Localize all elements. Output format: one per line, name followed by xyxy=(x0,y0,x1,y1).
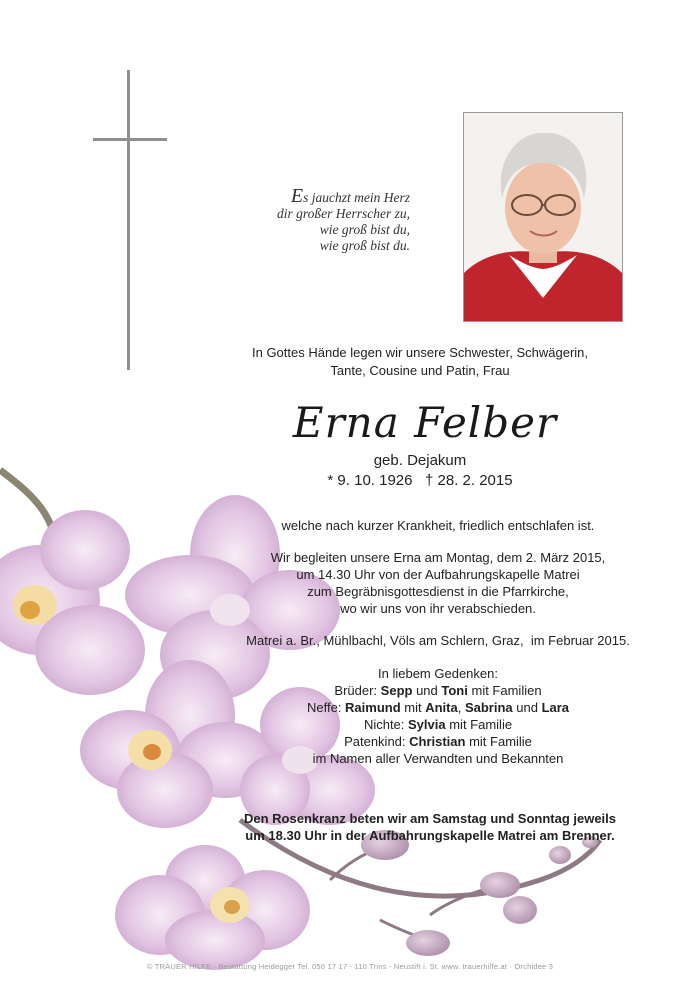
godchild-prefix: Patenkind: xyxy=(344,734,410,749)
brother-name: Toni xyxy=(441,683,468,698)
funeral-line: wo wir uns von ihr verabschieden. xyxy=(340,601,536,616)
death-note-line: welche nach kurzer Krankheit, friedlich entschlafen ist. xyxy=(281,518,595,533)
nephew-conj: mit xyxy=(400,700,426,715)
funeral-line: um 14.30 Uhr von der Aufbahrungskapelle Matrei xyxy=(296,567,580,582)
funeral-info xyxy=(218,549,658,617)
cross-icon xyxy=(127,70,130,370)
portrait-icon xyxy=(464,113,622,321)
nephew-family-name: Anita xyxy=(425,700,458,715)
nephew-family-name: Sabrina xyxy=(464,700,513,715)
rosary-info xyxy=(200,810,660,844)
funeral-line: Wir begleiten unsere Erna am Montag, dem 2. März 2015, xyxy=(270,550,606,565)
godchild-suffix: mit Familie xyxy=(465,734,532,749)
mourners-godchild xyxy=(218,733,658,750)
nephew-prefix: Neffe: xyxy=(306,700,346,715)
niece-prefix: Nichte: xyxy=(363,717,409,732)
mourners-nephew xyxy=(218,699,658,716)
niece-suffix: mit Familie xyxy=(445,717,513,732)
deceased-name: Erna Felber xyxy=(292,398,558,447)
birth-name: geb. Dejakum xyxy=(373,452,467,469)
cross-crossbar xyxy=(93,138,167,141)
niece-name: Sylvia xyxy=(408,717,446,732)
brothers-conj: und xyxy=(412,683,442,698)
verse-line: wie groß bist du, xyxy=(319,222,410,237)
nephew-name: Raimund xyxy=(345,700,401,715)
verse-line: dir großer Herrscher zu, xyxy=(277,206,410,221)
portrait-photo xyxy=(463,112,623,322)
nephew-family-name: Lara xyxy=(541,700,570,715)
brother-name: Sepp xyxy=(380,683,413,698)
life-dates: * 9. 10. 1926 † 28. 2. 2015 xyxy=(327,472,513,489)
godchild-name: Christian xyxy=(409,734,466,749)
verse-line: Es jauchzt mein Herz xyxy=(290,185,410,207)
place-date-line: Matrei a. Br., Mühlbachl, Völs am Schlern, Graz, im Februar 2015. xyxy=(246,633,630,648)
mourners-brothers xyxy=(218,682,658,699)
funeral-line: zum Begräbnisgottesdienst in die Pfarrkirche, xyxy=(307,584,569,599)
brothers-suffix: mit Familien xyxy=(467,683,542,698)
nephew-sep: , xyxy=(457,700,465,715)
mourners-closing: im Namen aller Verwandten und Bekannten xyxy=(312,751,564,766)
verse-line: wie groß bist du. xyxy=(319,238,410,253)
brothers-prefix: Brüder: xyxy=(334,683,381,698)
death-note xyxy=(218,517,658,534)
mourners xyxy=(218,665,658,767)
mourners-heading: In liebem Gedenken: xyxy=(378,666,498,681)
rosary-line: um 18.30 Uhr in der Aufbahrungskapelle Matrei am Brenner. xyxy=(245,828,615,843)
verse xyxy=(180,185,410,254)
footer-credit: © TRAUER HILFE · Bestattung Heidegger Tel. 050 17 17 - 110 Trins - Neustift i. St. www. trauerhilfe.at · Orchidee 3 xyxy=(146,962,554,971)
intro-line: Tante, Cousine und Patin, Frau xyxy=(330,363,510,378)
rosary-line: Den Rosenkranz beten wir am Samstag und Sonntag jeweils xyxy=(243,811,617,826)
nephew-conj: und xyxy=(512,700,542,715)
intro-line: In Gottes Hände legen wir unsere Schwester, Schwägerin, xyxy=(251,345,588,360)
place-date xyxy=(218,632,658,649)
intro-text xyxy=(200,344,640,380)
mourners-niece xyxy=(218,716,658,733)
